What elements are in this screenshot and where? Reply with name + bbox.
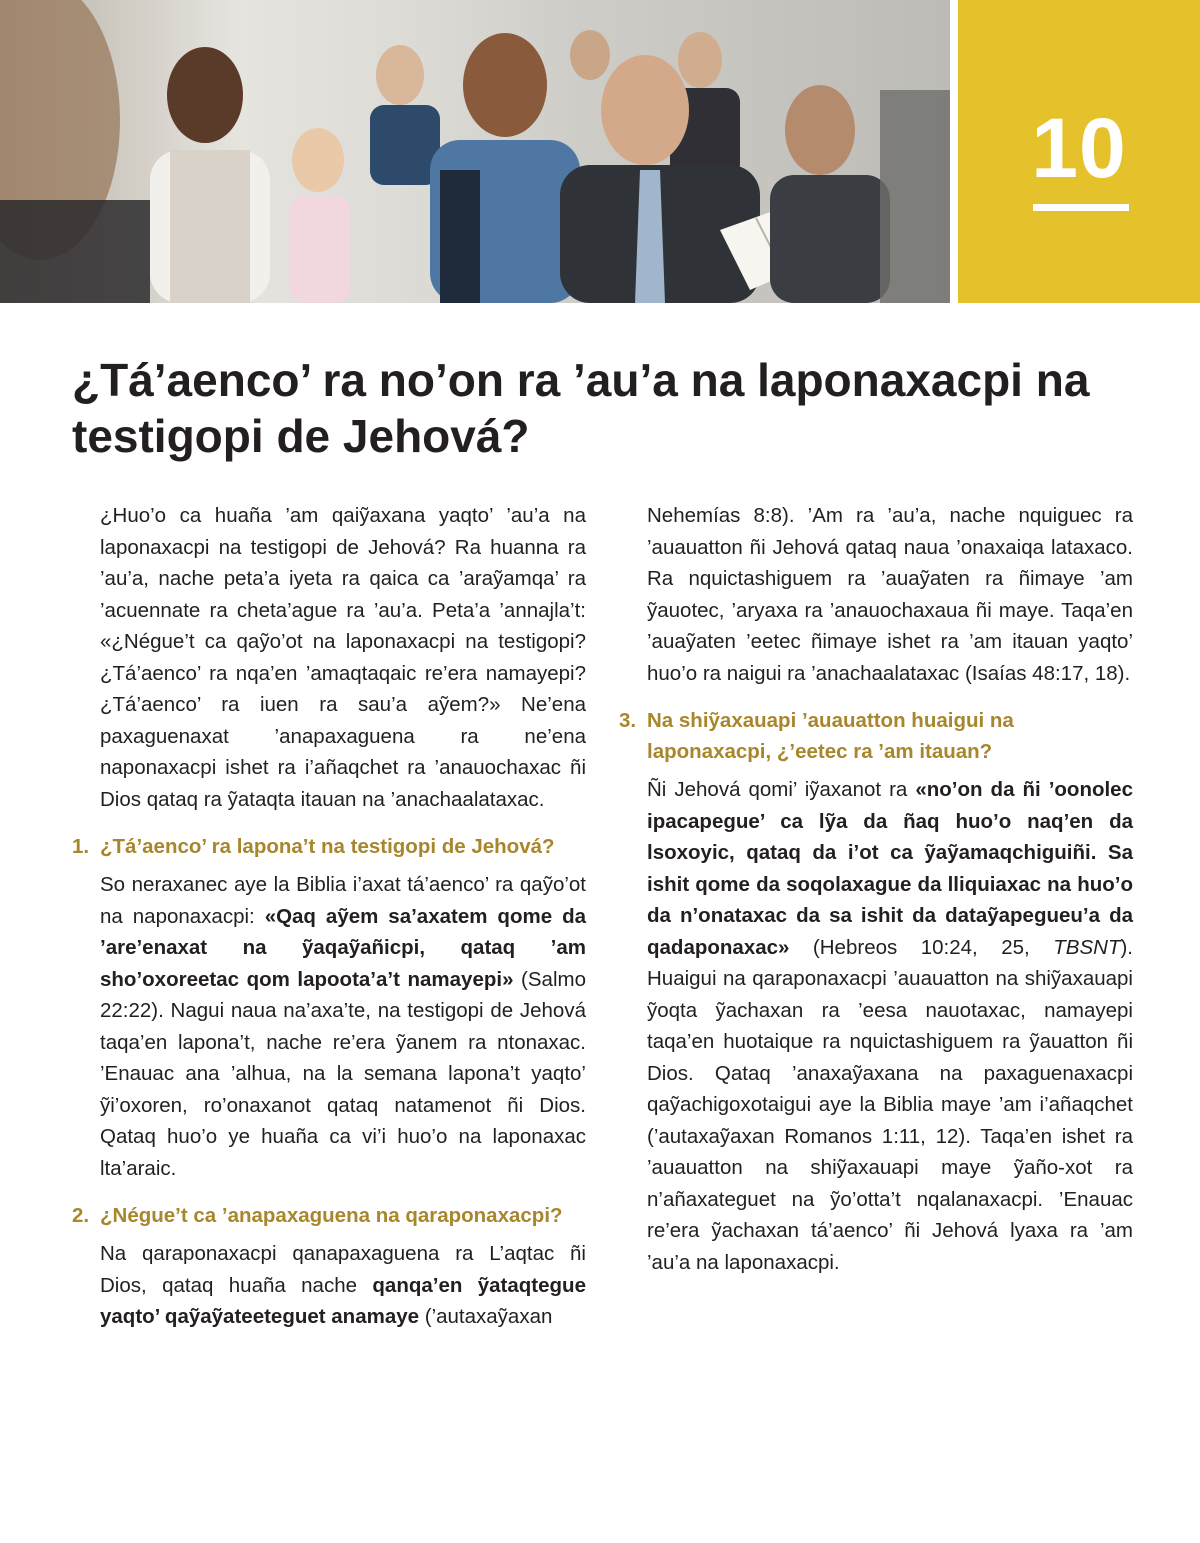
question-3-heading xyxy=(619,705,1133,767)
q1-text-after: (Salmo 22:22). Nagui naua na’axa’te, na testigopi de Jehová taqa’en lapona’t, nache re’era ỹanem ra ntonaxac. ’Enauac ana ’alhua, na la semana lapona’t yaqto’ ỹi’oxoren, ro’onaxanot qataq natamenot ñi Dios. Qataq huo’o ye huaña ca vi’i huo’o na laponaxac lta’araic. xyxy=(100,967,586,1180)
question-2-paragraph-continued xyxy=(647,500,1133,689)
question-2-text: ¿Négue’t ca ’anapaxaguena na qaraponaxacpi? xyxy=(100,1204,563,1227)
question-3-paragraph xyxy=(647,774,1133,1278)
intro-paragraph: ¿Huo’o ca huaña ’am qaiỹaxana yaqto’ ’au’a na laponaxacpi na testigopi de Jehová? Ra huanna ra ’au’a, nache peta’a iyeta ra qaica ca ’araỹamqa’ ra ’acuennate ra cheta’ague ra ’au’a. Peta’a ’annajla’t: «¿Négue’t ca qaỹo’ot na laponaxacpi na testigopi? ¿Tá’aenco’ ra nqa’en ’amaqtaqaic re’era namayepi? ¿Tá’aenco’ ra iuen ra sau’a aỹem?» Ne’ena paxaguenaxat ’anapaxaguena ra ne’ena naponaxacpi ishet ra i’añaqchet ra ’anauochaxac ñi Dios qataq ra ỹataqta itauan na ’anachaalataxac. xyxy=(100,504,586,811)
meeting-photo-illustration xyxy=(0,0,950,303)
question-2-heading xyxy=(72,1200,586,1231)
question-1-paragraph xyxy=(100,869,586,1184)
lesson-number-box xyxy=(958,0,1200,303)
right-column xyxy=(619,500,1133,1278)
q1-scripture-quote: «Qaq aỹem sa’axatem qome da ’are’enaxat na ỹaqaỹañicpi, qataq ’am sho’oxoreetac qom lapoota’a’t namayepi» xyxy=(100,904,586,991)
q1-text-before: So neraxanec aye la Biblia i’axat tá’aenco’ ra qaỹo’ot na naponaxacpi: xyxy=(100,873,586,928)
header-photo xyxy=(0,0,950,303)
q3-bible-version: TBSNT xyxy=(1053,935,1121,959)
q2-bold-text: qanqa’en ỹataqtegue yaqto’ qaỹaỹateeteguet anamaye xyxy=(100,1273,586,1328)
q3-citation: (Hebreos 10:24, 25, xyxy=(789,935,1054,959)
lesson-number: 10 xyxy=(1031,101,1127,195)
q2-text-before: Na qaraponaxacpi qanapaxaguena ra L’aqtac ñi Dios, qataq huaña nache xyxy=(100,1242,586,1297)
q3-scripture-quote: «no’on da ñi ’oonolec ipacapegue’ ca lỹa da ñaq huo’o naq’en da lsoxoyic, qataq da i’ot ca ỹaỹamaqchiguiñi. Sa ishit qome da soqolaxague da lliquiaxac na huo’o da n’onataxac da sa ishit da dataỹapegueu’a da qadaponaxac» xyxy=(647,778,1133,959)
question-2-number: 2. xyxy=(72,1204,90,1227)
question-1-number: 1. xyxy=(72,835,90,858)
question-1-heading xyxy=(72,831,586,862)
question-3-text: Na shiỹaxauapi ’auauatton huaigui na laponaxacpi, ¿’eetec ra ’am itauan? xyxy=(647,709,1014,763)
question-2-paragraph-start xyxy=(100,1238,586,1333)
q2-text-after-start: (’autaxaỹaxan xyxy=(419,1305,553,1328)
question-3-number: 3. xyxy=(619,709,637,732)
q3-text-after: ). Huaigui na qaraponaxacpi ’auauatton na shiỹaxauapi ỹoqta ỹachaxan ra ’eesa nauotaxac, namayepi taqa’en huotaique ra nquictashiguem ra ỹauatton ñi Dios. Qataq ’anaxaỹaxana na paxaguenaxacpi qaỹachigoxotaigui aye la Biblia maye ’am i’añaqchet (’autaxaỹaxan Romanos 1:11, 12). Taqa’en ishet ra ’auauatton na shiỹaxauapi maye ỹaño-xot ra n’añaxateguet na ỹo’otta’t nqalanaxacpi. ’Enauac re’era ỹachaxan tá’aenco’ ñi Jehová lyaxa ra ’am ’au’a na laponaxacpi. xyxy=(647,935,1133,1274)
lesson-number-underline xyxy=(1033,204,1129,211)
left-column xyxy=(72,500,586,1333)
q2-text-after-rest: Nehemías 8:8). ’Am ra ’au’a, nache nquiguec ra ’auauatton ñi Jehová qataq naua ’onaxaiqa lataxaco. Ra nquictashiguem ra ’auaỹaten ra ñimaye ’am ỹauotec, ’aryaxa ra ’anauochaxaua ñi maye. Taqa’en ’auaỹaten ’eetec ñimaye ishet ra ’am itauan yaqto’ huo’o ra naigui ra ’anachaalataxac (Isaías 48:17, 18). xyxy=(647,504,1133,685)
page-title: ¿Tá’aenco’ ra no’on ra ’au’a na laponaxacpi na testigopi de Jehová? xyxy=(72,354,1090,462)
question-1-text: ¿Tá’aenco’ ra lapona’t na testigopi de Jehová? xyxy=(100,835,555,858)
q3-text-before: Ñi Jehová qomi’ iỹaxanot ra xyxy=(647,778,916,801)
